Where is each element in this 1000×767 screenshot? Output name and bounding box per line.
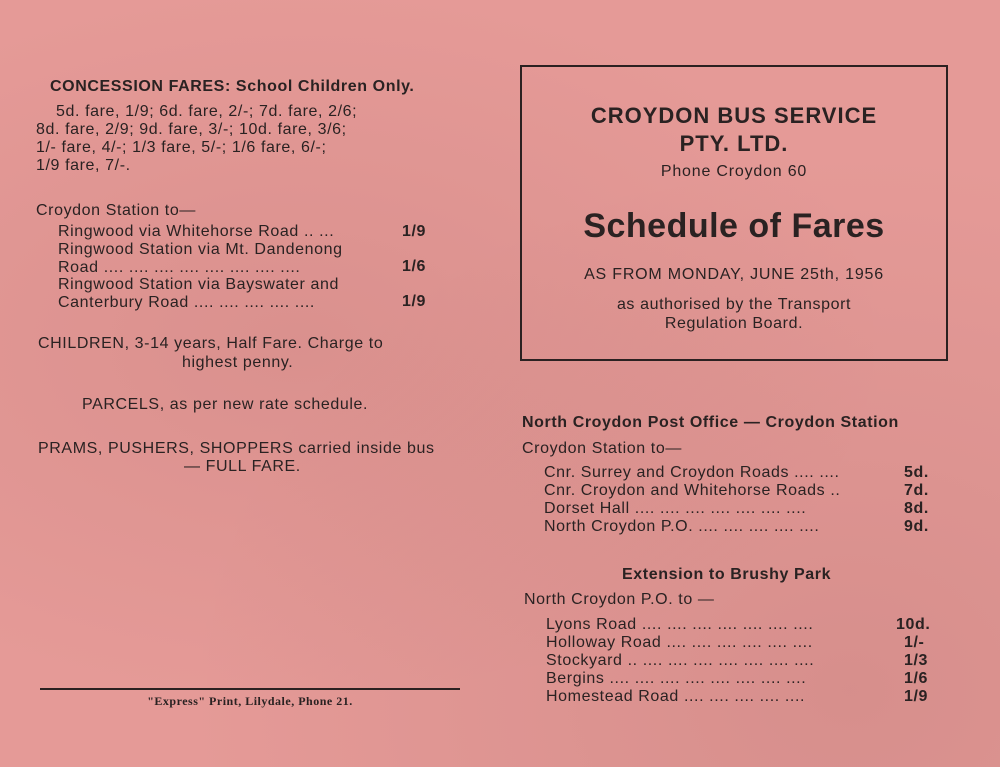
- header-box: [520, 65, 948, 361]
- children-line-2: highest penny.: [182, 354, 294, 371]
- fare-ringwood-bayswater: 1/9: [402, 293, 427, 310]
- croydon-station-heading: Croydon Station to—: [36, 202, 196, 219]
- nc-row-fare-1: 5d.: [904, 464, 929, 481]
- prams-line-2: — FULL FARE.: [184, 458, 301, 475]
- authorisation-line-1: as authorised by the Transport: [616, 296, 852, 313]
- footer-rule: [40, 688, 460, 690]
- company-name-line-1: CROYDON BUS SERVICE: [590, 103, 878, 128]
- route-ringwood-bayswater-1: Ringwood Station via Bayswater and: [58, 276, 339, 293]
- authorisation-line-2: Regulation Board.: [664, 315, 804, 332]
- nc-row-label-4: North Croydon P.O. .... .... .... .... ....: [544, 518, 820, 535]
- ext-row-fare-3: 1/3: [904, 652, 929, 669]
- route-ringwood-bayswater-2: Canterbury Road .... .... .... .... ....: [58, 294, 315, 311]
- effective-date: AS FROM MONDAY, JUNE 25th, 1956: [584, 266, 884, 283]
- ext-row-label-4: Bergins .... .... .... .... .... .... .... ....: [546, 670, 807, 687]
- ext-row-label-2: Holloway Road .... .... .... .... .... ....: [546, 634, 813, 651]
- nc-row-fare-3: 8d.: [904, 500, 929, 517]
- nc-row-label-3: Dorset Hall .... .... .... .... .... .... ....: [544, 500, 807, 517]
- ext-row-fare-2: 1/-: [904, 634, 925, 651]
- fare-ringwood-dandenong: 1/6: [402, 258, 427, 275]
- concession-heading: CONCESSION FARES: School Children Only.: [50, 78, 415, 95]
- prams-line-1: PRAMS, PUSHERS, SHOPPERS carried inside bus: [38, 440, 435, 457]
- nc-row-fare-2: 7d.: [904, 482, 929, 499]
- nc-row-label-2: Cnr. Croydon and Whitehorse Roads ..: [544, 482, 841, 499]
- fare-ringwood-whitehorse: 1/9: [402, 223, 427, 240]
- extension-sub: North Croydon P.O. to —: [524, 591, 715, 608]
- parcels-text: PARCELS, as per new rate schedule.: [82, 396, 369, 413]
- north-croydon-sub: Croydon Station to—: [522, 440, 682, 457]
- ext-row-label-3: Stockyard .. .... .... .... .... .... .... ....: [546, 652, 815, 669]
- concession-line-2: 8d. fare, 2/9; 9d. fare, 3/-; 10d. fare, 3/6;: [36, 121, 347, 138]
- north-croydon-heading: North Croydon Post Office — Croydon Station: [522, 414, 899, 431]
- ext-row-label-1: Lyons Road .... .... .... .... .... .... ....: [546, 616, 814, 633]
- children-line-1: CHILDREN, 3-14 years, Half Fare. Charge to: [38, 335, 384, 352]
- ext-row-fare-5: 1/9: [904, 688, 929, 705]
- route-ringwood-whitehorse: Ringwood via Whitehorse Road .. ...: [58, 223, 335, 240]
- ext-row-fare-1: 10d.: [896, 616, 931, 633]
- concession-line-1: 5d. fare, 1/9; 6d. fare, 2/-; 7d. fare, 2/6;: [56, 103, 358, 120]
- printer-credit: "Express" Print, Lilydale, Phone 21.: [147, 694, 353, 708]
- company-name-line-2: PTY. LTD.: [679, 131, 789, 156]
- route-ringwood-dandenong-1: Ringwood Station via Mt. Dandenong: [58, 241, 343, 258]
- concession-line-3: 1/- fare, 4/-; 1/3 fare, 5/-; 1/6 fare, 6/-;: [36, 139, 327, 156]
- concession-line-4: 1/9 fare, 7/-.: [36, 157, 131, 174]
- company-phone: Phone Croydon 60: [660, 163, 808, 180]
- ext-row-fare-4: 1/6: [904, 670, 929, 687]
- nc-row-fare-4: 9d.: [904, 518, 929, 535]
- nc-row-label-1: Cnr. Surrey and Croydon Roads .... ....: [544, 464, 840, 481]
- ext-row-label-5: Homestead Road .... .... .... .... ....: [546, 688, 806, 705]
- route-ringwood-dandenong-2: Road .... .... .... .... .... .... .... ....: [58, 259, 301, 276]
- schedule-title: Schedule of Fares: [583, 207, 885, 245]
- extension-heading: Extension to Brushy Park: [622, 566, 832, 583]
